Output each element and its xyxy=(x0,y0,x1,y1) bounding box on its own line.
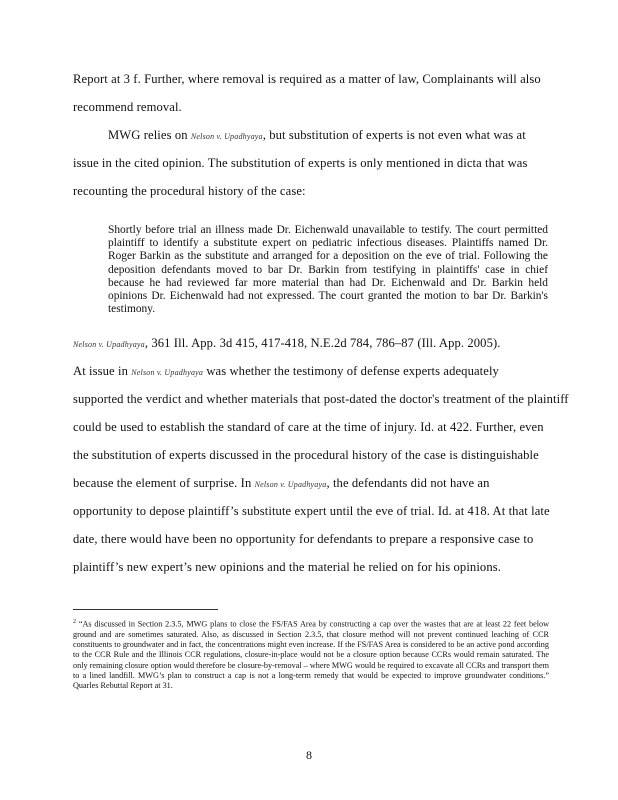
body-line xyxy=(108,128,526,143)
text-run: At issue in xyxy=(73,364,132,378)
case-name: Nelson v. Upadhyaya xyxy=(131,368,204,377)
case-name: Nelson v. Upadhyaya xyxy=(73,340,145,349)
footnote-number: 2 xyxy=(73,619,76,625)
body-line: opportunity to depose plaintiff’s substitute expert until the eve of trial. Id. at 418. At that late xyxy=(73,504,550,518)
block-quote xyxy=(108,224,548,316)
case-name: Nelson v. Upadhyaya xyxy=(190,132,263,141)
body-line: date, there would have been no opportunity for defendants to prepare a responsive case to xyxy=(73,532,534,546)
text-run: MWG relies on xyxy=(108,128,191,142)
body-line: could be used to establish the standard of care at the time of injury. Id. at 422. Further, even xyxy=(73,420,544,434)
footnote-divider xyxy=(73,609,218,610)
page-number: 8 xyxy=(306,748,312,762)
text-run: , but substitution of experts is not even what was at xyxy=(262,128,526,142)
body-line: recommend removal. xyxy=(73,100,182,114)
text-run: , the defendants did not have an xyxy=(326,476,490,490)
body-line: plaintiff’s new expert’s new opinions and the material he relied on for his opinions. xyxy=(73,560,501,574)
body-line: supported the verdict and whether materials that post-dated the doctor's treatment of the plaintiff xyxy=(73,392,569,406)
body-line: issue in the cited opinion. The substitution of experts is only mentioned in dicta that was xyxy=(73,156,528,170)
body-line xyxy=(73,364,499,379)
text-run: was whether the testimony of defense experts adequately xyxy=(203,364,499,378)
footnote-text: “As discussed in Section 2.3.5, MWG plans to close the FS/FAS Area by constructing a cap over the wastes that are at least 22 feet below ground and are sometimes saturated. Also, as discussed in Section 2.3.5, that closure method will not prevent continued leaching of CCR constituents to groundwater and in fact, the concentrations might even increase. If the FS/FAS Area is considered to be an active pond according to the CCR Rule and the Illinois CCR regulations, closure-in-place would not be a closure option because CCRs would remain saturated. The only remaining closure option would therefore be closure-by-removal – where MWG would be required to excavate all CCRs and transport them to a lined landfill. MWG’s plan to construct a cap is not a long-term remedy that would be expected to improve groundwater conditions.” Quarles Rebuttal Report at 31. xyxy=(73,619,550,690)
block-quote-text: Shortly before trial an illness made Dr. Eichenwald unavailable to testify. The court permitted plaintiff to identify a substitute expert on pediatric infectious diseases. Plaintiffs named Dr. Roger Barkin as the substitute and arranged for a deposition on the eve of trial. Following the deposition defendants moved to bar Dr. Barkin from testifying in plaintiffs' case in chief because he had reviewed far more material than had Dr. Eichenwald and Dr. Barkin held opinions Dr. Eichenwald had not expressed. The court granted the motion to bar Dr. Barkin's testimony. xyxy=(108,224,548,316)
text-run: because the element of surprise. In xyxy=(73,476,255,490)
body-line: the substitution of experts discussed in the procedural history of the case is distinguishable xyxy=(73,448,539,462)
footnote xyxy=(73,617,549,691)
case-name: Nelson v. Upadhyaya xyxy=(254,480,327,489)
body-line xyxy=(73,476,489,491)
body-line: recounting the procedural history of the case: xyxy=(73,184,306,198)
citation-line xyxy=(73,336,501,351)
body-line: Report at 3 f. Further, where removal is required as a matter of law, Complainants will also xyxy=(73,72,541,86)
citation-text: , 361 Ill. App. 3d 415, 417-418, N.E.2d 784, 786–87 (Ill. App. 2005). xyxy=(144,336,501,350)
